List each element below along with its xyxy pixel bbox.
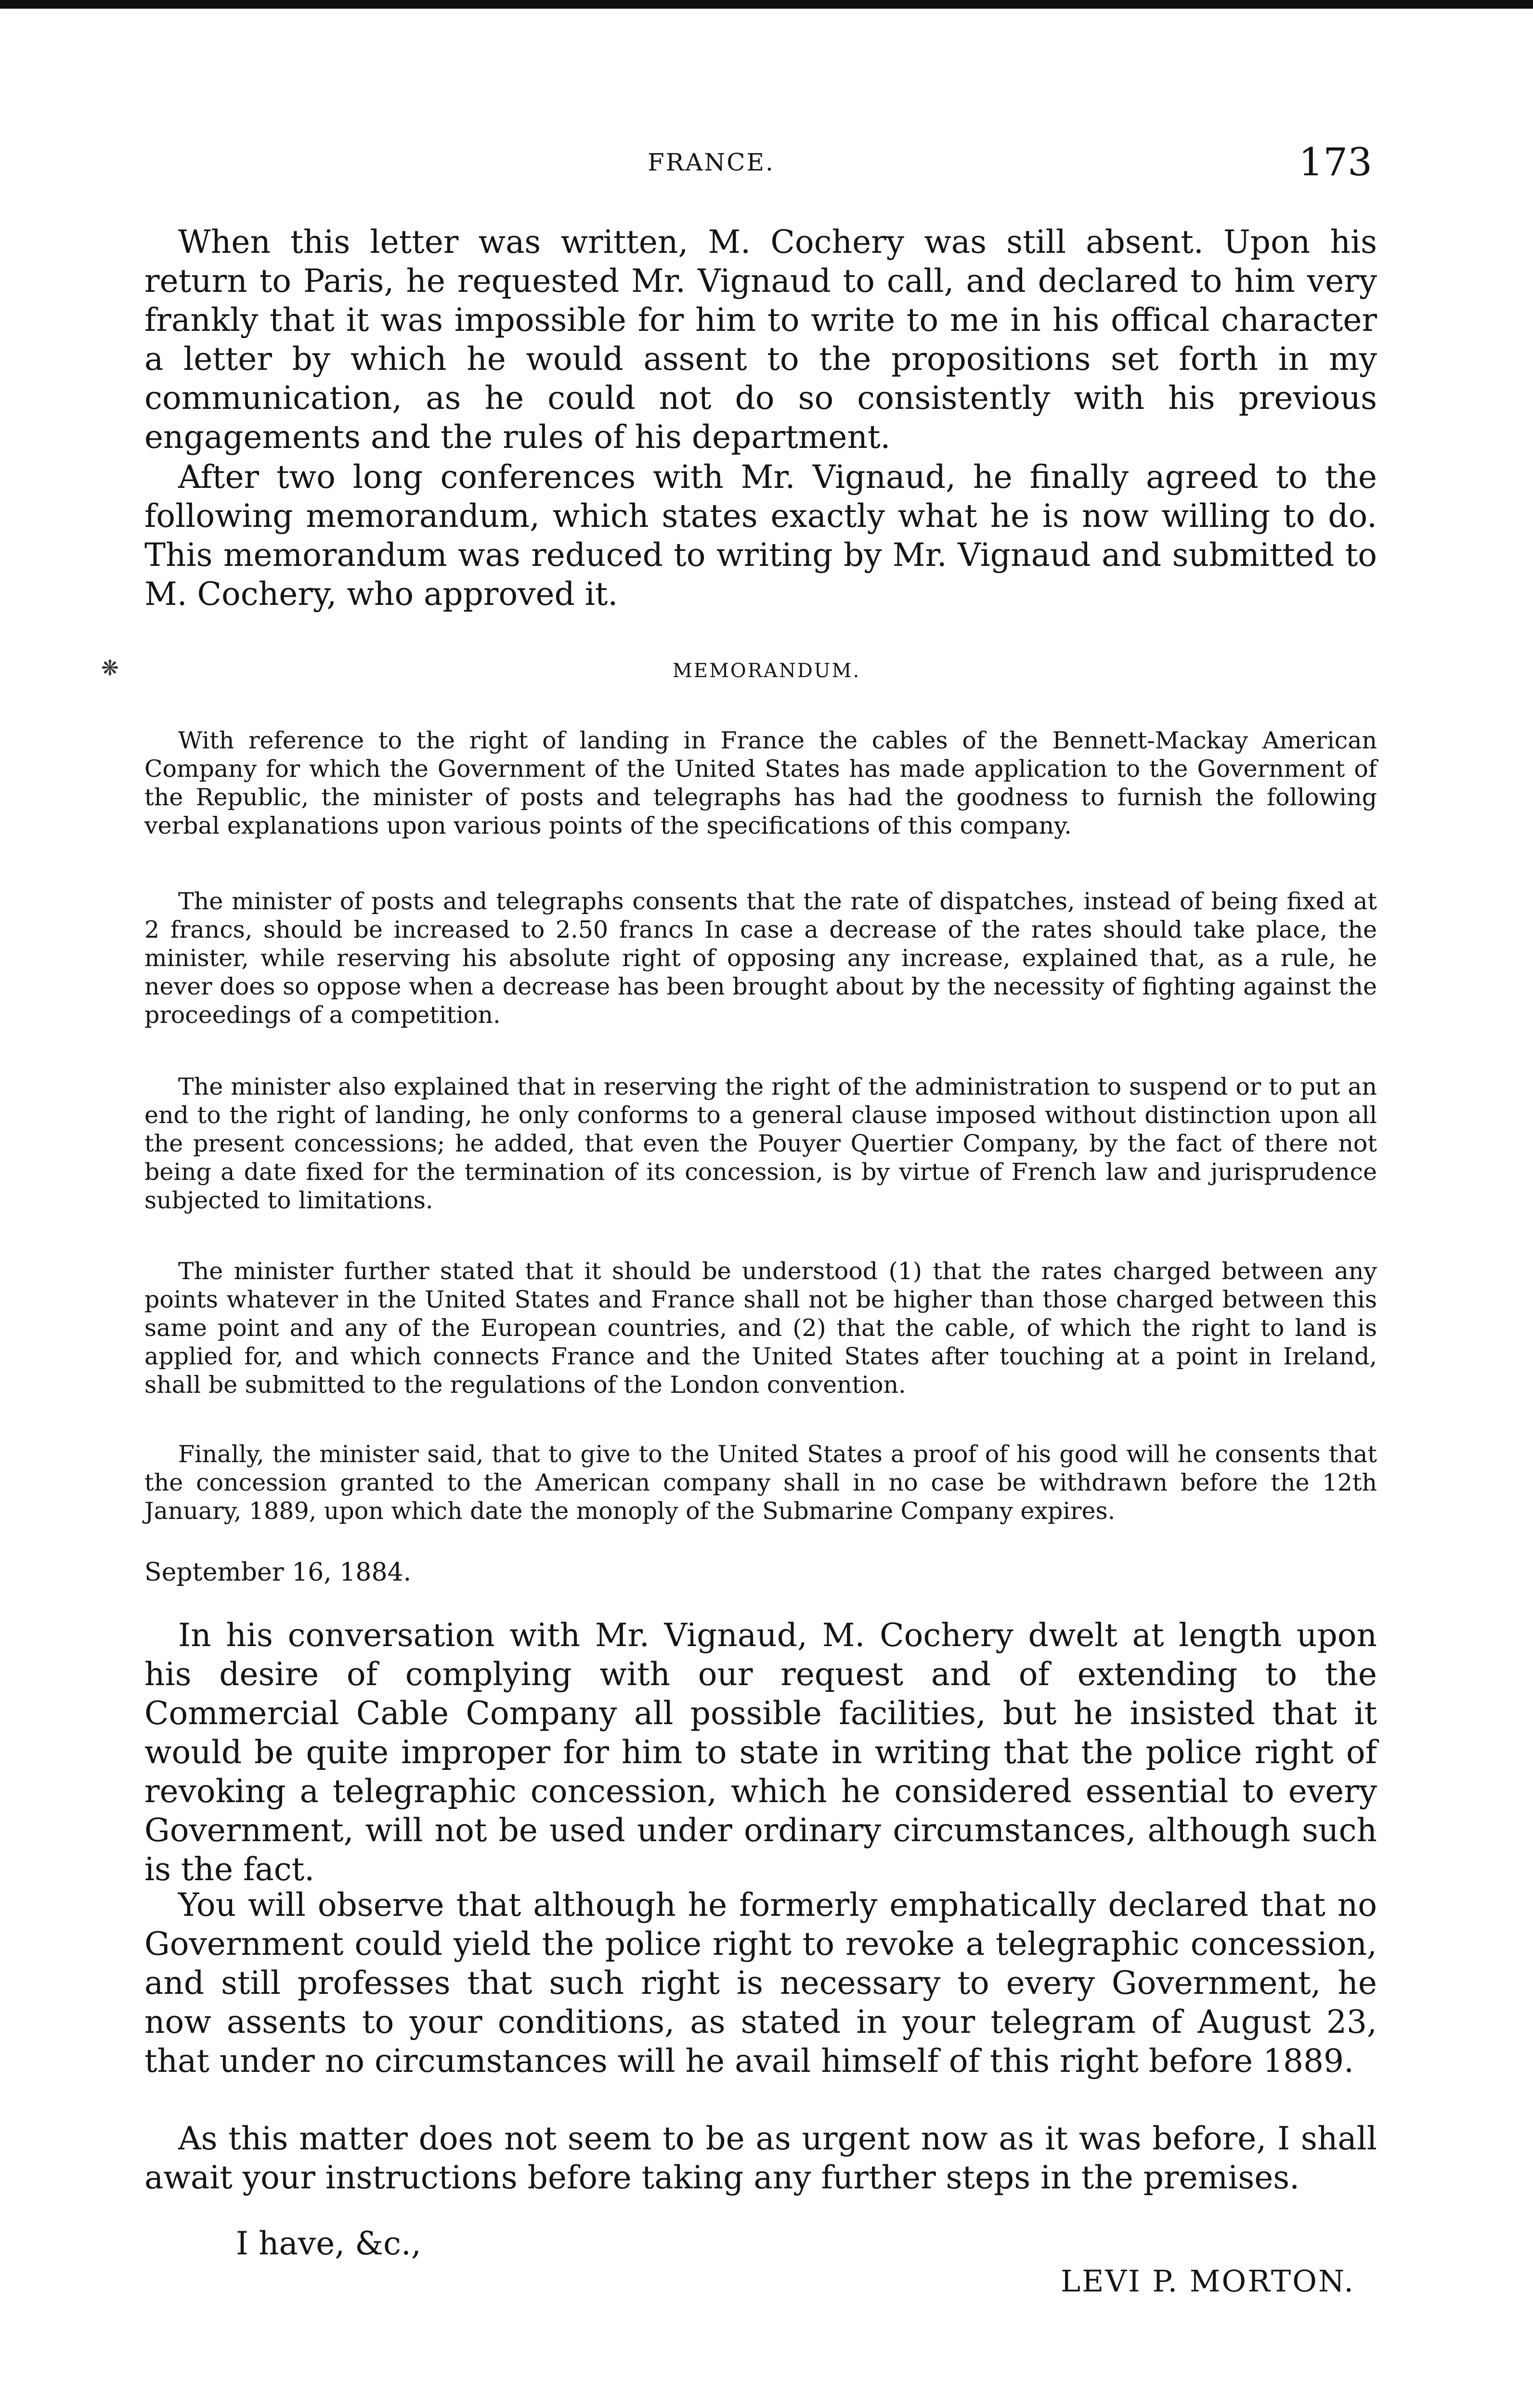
top-border-rule <box>0 0 1533 9</box>
signature: LEVI P. MORTON. <box>1060 2264 1355 2299</box>
page-header <box>144 140 1377 183</box>
body-paragraph-1: When this letter was written, M. Cochery was still absent. Upon his return to Paris, he requested Mr. Vignaud to call, and declared to him very frankly that it was impossible for him to write to me in his offical character a letter by which he would assent to the propositions set forth in my communication, as he could not do so consistently with his previous engagements and the rules of his department. <box>144 223 1377 456</box>
letter-closing: I have, &c., <box>236 2225 421 2262</box>
memorandum-paragraph-2: The minister of posts and telegraphs consents that the rate of dispatches, instead of being fixed at 2 francs, should be increased to 2.50 francs In case a decrease of the rates should take place, the minister, while reserving his absolute right of opposing any increase, explained that, as a rule, he never does so oppose when a decrease has been brought about by the necessity of fighting against the proceedings of a competition. <box>144 888 1377 1029</box>
memorandum-date: September 16, 1884. <box>144 1558 412 1587</box>
memorandum-heading: MEMORANDUM. <box>672 660 861 682</box>
body-paragraph-4: You will observe that although he formerly emphatically declared that no Government could yield the police right to revoke a telegraphic concession, and still professes that such right is necessary to every Government, he now assents to your conditions, as stated in your telegram of August 23, that under no circumstances will he avail himself of this right before 1889. <box>144 1886 1377 2080</box>
page-number: 173 <box>1299 140 1372 184</box>
memorandum-paragraph-5: Finally, the minister said, that to give to the United States a proof of his good will he consents that the concession granted to the American company shall in no case be withdrawn before the 12th January, 1889, upon which date the monoply of the Submarine Company expires. <box>144 1440 1377 1525</box>
body-paragraph-5: As this matter does not seem to be as urgent now as it was before, I shall await your instructions before taking any further steps in the premises. <box>144 2120 1377 2196</box>
memorandum-paragraph-4: The minister further stated that it should be understood (1) that the rates charged between any points whatever in the United States and France shall not be higher than those charged between this same point and any of the European countries, and (2) that the cable, of which the right to land is applied for, and which connects France and the United States after touching at a point in Ireland, shall be submitted to the regulations of the London convention. <box>144 1257 1377 1399</box>
body-paragraph-3: In his conversation with Mr. Vignaud, M. Cochery dwelt at length upon his desire of complying with our request and of extending to the Commercial Cable Company all possible facilities, but he insisted that it would be quite improper for him to state in writing that the police right of revoking a telegraphic concession, which he considered essential to every Government, will not be used under ordinary circumstances, although such is the fact. <box>144 1617 1377 1888</box>
body-paragraph-2: After two long conferences with Mr. Vignaud, he finally agreed to the following memorandum, which states exactly what he is now willing to do. This memorandum was reduced to writing by Mr. Vignaud and submitted to M. Cochery, who approved it. <box>144 458 1377 613</box>
memorandum-paragraph-3: The minister also explained that in reserving the right of the administration to suspend or to put an end to the right of landing, he only conforms to a general clause imposed without distinction upon all the present concessions; he added, that even the Pouyer Quertier Company, by the fact of there not being a date fixed for the termination of its concession, is by virtue of French law and jurisprudence subjected to limitations. <box>144 1073 1377 1214</box>
memorandum-paragraph-1: With reference to the right of landing in France the cables of the Bennett-Mackay American Company for which the Government of the United States has made application to the Government of the Republic, the minister of posts and telegraphs has had the goodness to furnish the following verbal explanations upon various points of the specifications of this company. <box>144 727 1377 839</box>
running-head: FRANCE. <box>648 148 775 176</box>
ornament-mark-icon: ❋ <box>101 656 119 681</box>
